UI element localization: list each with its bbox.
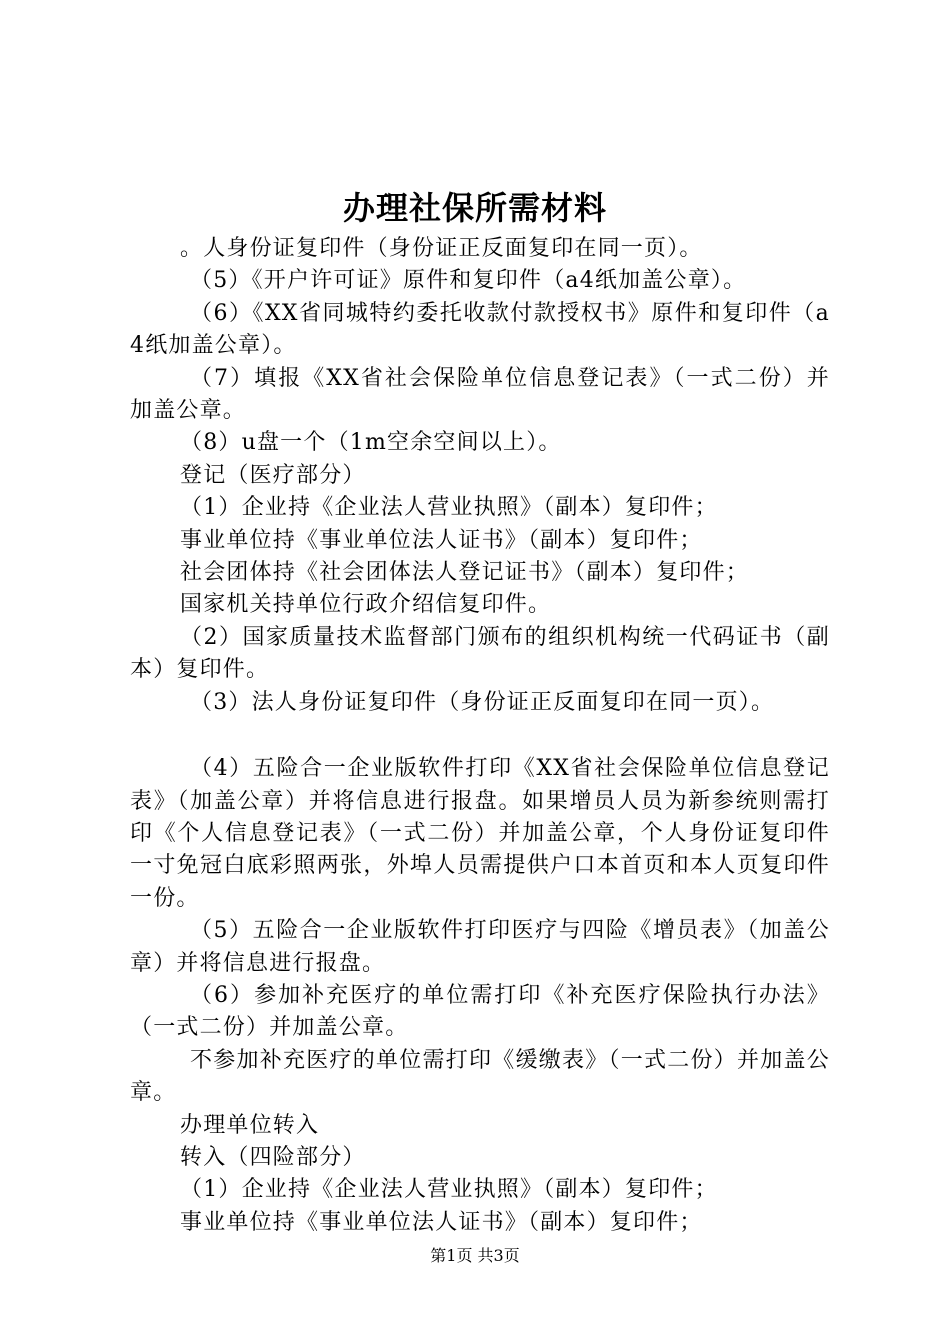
paragraph: 事业单位持《事业单位法人证书》（副本）复印件；	[180, 527, 703, 553]
paragraph: （1）企业持《企业法人营业执照》（副本）复印件；	[180, 1177, 718, 1203]
paragraph-gap	[130, 719, 830, 753]
paragraph: 转入（四险部分）	[180, 1144, 366, 1170]
paragraph: （4）五险合一企业版软件打印《XX省社会保险单位信息登记表》（加盖公章）并将信息进行报盘。如果增员人员为新参统则需打印《个人信息登记表》（一式二份）并加盖公章，个人身份证复印件一寸免冠白底彩照两张，外埠人员需提供户口本首页和本人页复印件一份。	[130, 756, 830, 911]
paragraph: （3）法人身份证复印件（身份证正反面复印在同一页）。	[190, 689, 775, 715]
paragraph: 国家机关持单位行政介绍信复印件。	[180, 592, 552, 618]
paragraph: 社会团体持《社会团体法人登记证书》（副本）复印件；	[180, 560, 750, 586]
paragraph: （1）企业持《企业法人营业执照》（副本）复印件；	[180, 495, 718, 521]
paragraph: （7）填报《XX省社会保险单位信息登记表》（一式二份）并加盖公章。	[130, 365, 830, 424]
paragraph: 不参加补充医疗的单位需打印《缓缴表》（一式二份）并加盖公章。	[130, 1047, 830, 1106]
paragraph: 登记（医疗部分）	[180, 462, 366, 488]
document-body	[130, 233, 830, 1239]
document-title: 办理社保所需材料	[342, 189, 607, 227]
paragraph: 。人身份证复印件（身份证正反面复印在同一页）。	[180, 236, 703, 261]
paragraph: 办理单位转入	[180, 1112, 320, 1138]
paragraph: （2）国家质量技术监督部门颁布的组织机构统一代码证书（副本）复印件。	[130, 624, 830, 683]
page-footer: 第1页 共3页	[430, 1246, 520, 1265]
paragraph: 事业单位持《事业单位法人证书》（副本）复印件；	[180, 1209, 703, 1235]
paragraph: （6）参加补充医疗的单位需打印《补充医疗保险执行办法》（一式二份）并加盖公章。	[130, 982, 830, 1041]
paragraph: （5）五险合一企业版软件打印医疗与四险《增员表》（加盖公章）并将信息进行报盘。	[130, 918, 830, 976]
paragraph: （5）《开户许可证》原件和复印件（a4纸加盖公章）。	[190, 268, 747, 294]
paragraph: （6）《XX省同城特约委托收款付款授权书》原件和复印件（a4纸加盖公章）。	[130, 300, 830, 359]
paragraph: （8）u盘一个（1m空余空间以上）。	[180, 430, 562, 456]
